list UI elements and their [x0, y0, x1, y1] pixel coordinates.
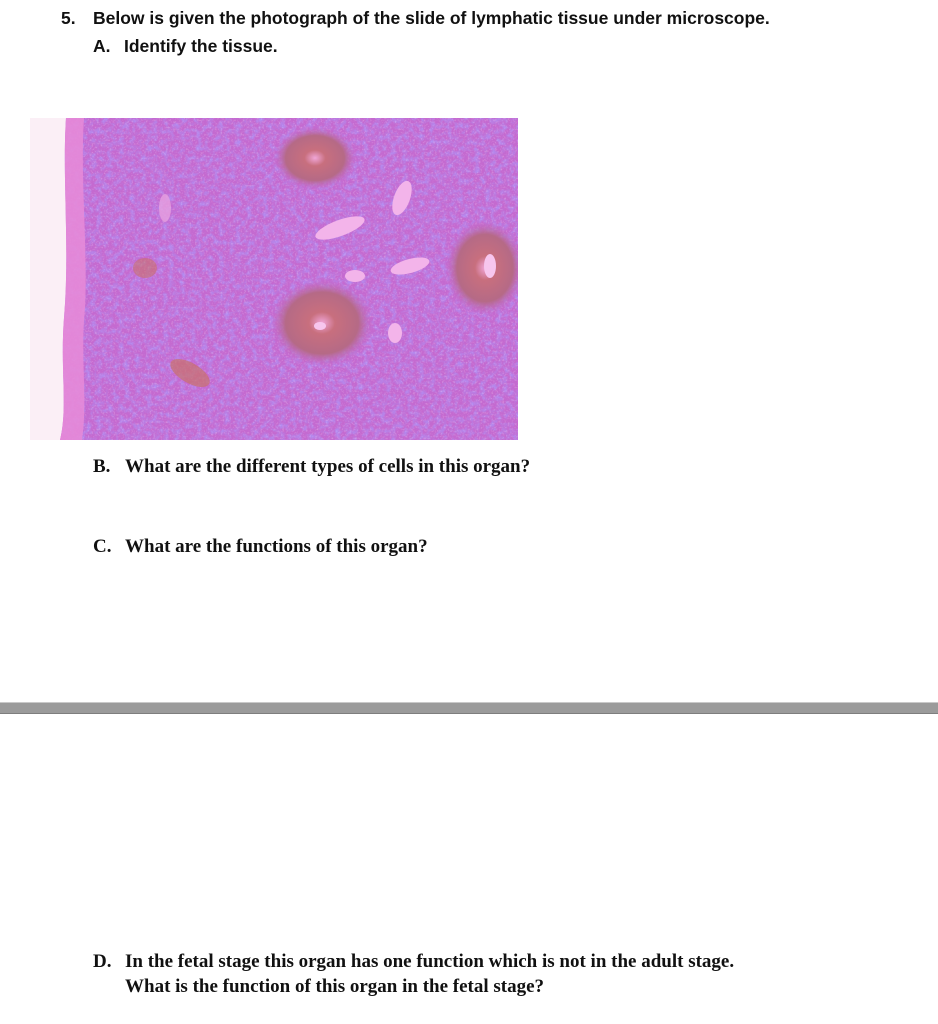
part-d-letter: D.: [93, 951, 112, 972]
page-divider: [0, 702, 938, 714]
vessel-6: [314, 322, 326, 330]
vessel-7: [484, 254, 496, 278]
vessel-4: [388, 323, 402, 343]
follicle-5: [133, 258, 157, 278]
vessel-5: [345, 270, 365, 282]
part-c-text: What are the functions of this organ?: [125, 536, 428, 557]
question-text: Below is given the photograph of the slide of lymphatic tissue under microscope.: [93, 8, 770, 28]
part-d-text-line-2: What is the function of this organ in the fetal stage?: [125, 976, 545, 997]
tissue-speckle: [30, 118, 518, 440]
microscope-slide-photo: [30, 118, 518, 440]
part-c-letter: C.: [93, 536, 112, 557]
part-a-text: Identify the tissue.: [124, 36, 278, 56]
part-d-text-line-1: In the fetal stage this organ has one function which is not in the adult stage.: [125, 951, 735, 972]
part-a-letter: A.: [93, 36, 111, 56]
vessel-8: [159, 194, 171, 222]
part-b-letter: B.: [93, 456, 111, 477]
part-b-text: What are the different types of cells in this organ?: [125, 456, 531, 477]
slide-margin: [30, 118, 66, 440]
follicle-1: [273, 126, 357, 190]
question-number: 5.: [61, 8, 76, 28]
